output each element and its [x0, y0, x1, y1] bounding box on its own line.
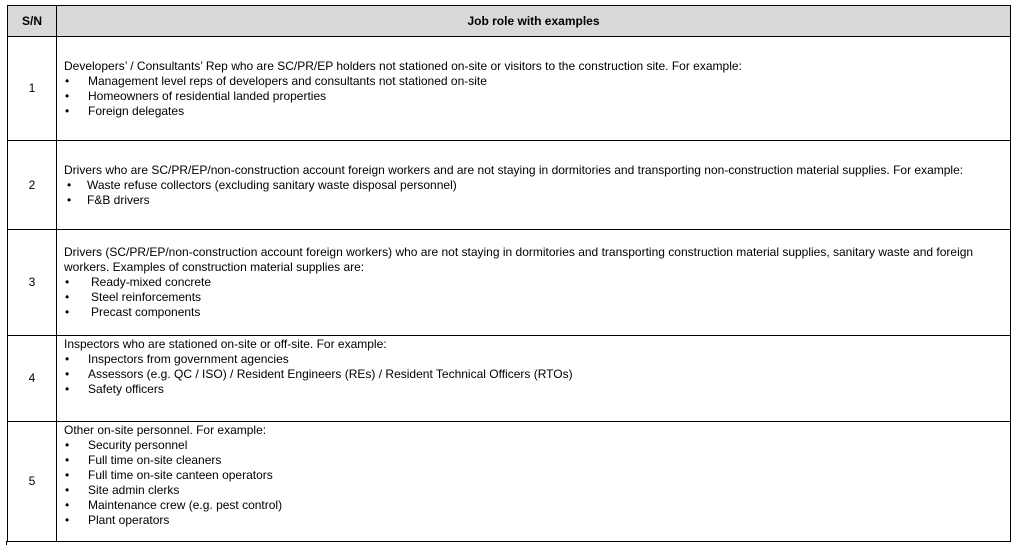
bullet-icon: • — [65, 103, 70, 118]
header-role: Job role with examples — [57, 6, 1011, 37]
list-item: • Inspectors from government agencies — [65, 352, 289, 366]
row-number: 1 — [8, 37, 57, 141]
row-number: 4 — [8, 336, 57, 422]
table-row — [8, 422, 1011, 542]
job-role-table — [7, 5, 1011, 542]
bullet-icon: • — [65, 382, 70, 396]
list-item: • Ready-mixed concrete — [65, 275, 212, 289]
example-list — [64, 74, 1004, 119]
row-number: 2 — [8, 141, 57, 230]
example-list — [64, 275, 1004, 320]
role-cell — [57, 336, 1011, 422]
bullet-icon: • — [65, 498, 70, 512]
page-edge-mark — [6, 541, 7, 545]
bullet-icon: • — [65, 305, 70, 319]
example-list — [64, 438, 1004, 528]
role-description: Other on-site personnel. For example: — [64, 423, 267, 437]
table-row — [8, 336, 1011, 422]
list-item: • Maintenance crew (e.g. pest control) — [65, 498, 283, 512]
role-description: Drivers (SC/PR/EP/non-construction account foreign workers) who are not staying in dormitories and transporting construction material supplies, sanitary waste and foreign workers. Examples of construction material supplies are: — [64, 245, 974, 274]
list-item: • Site admin clerks — [65, 483, 180, 497]
role-description: Drivers who are SC/PR/EP/non-construction account foreign workers and are not staying in dormitories and transporting non-construction material supplies. For example: — [64, 162, 964, 177]
bullet-icon: • — [65, 290, 70, 304]
role-cell — [57, 37, 1011, 141]
row-number: 3 — [8, 230, 57, 336]
list-item: • Management level reps of developers and consultants not stationed on-site — [65, 73, 487, 88]
header-sn: S/N — [8, 6, 57, 37]
bullet-icon: • — [65, 73, 70, 88]
list-item: • Full time on-site cleaners — [65, 453, 222, 467]
bullet-icon: • — [65, 352, 70, 366]
list-item: • Foreign delegates — [65, 103, 185, 118]
example-list — [64, 178, 1004, 208]
list-item: • Steel reinforcements — [65, 290, 202, 304]
list-item: • Safety officers — [65, 382, 164, 396]
bullet-icon: • — [65, 367, 70, 381]
bullet-icon: • — [65, 468, 70, 482]
table-row — [8, 230, 1011, 336]
bullet-icon: • — [65, 513, 70, 527]
table-row — [8, 141, 1011, 230]
bullet-icon: • — [67, 192, 72, 207]
role-description: Developers’ / Consultants’ Rep who are SC/PR/EP holders not stationed on-site or visitors to the construction site. For example: — [64, 58, 742, 73]
example-list — [64, 352, 1004, 397]
list-item: • Waste refuse collectors (excluding sanitary waste disposal personnel) — [67, 177, 457, 192]
table-row — [8, 37, 1011, 141]
list-item: • Full time on-site canteen operators — [65, 468, 273, 482]
bullet-icon: • — [65, 483, 70, 497]
list-item: • F&B drivers — [67, 192, 150, 207]
list-item: • Plant operators — [65, 513, 170, 527]
bullet-icon: • — [65, 88, 70, 103]
role-description: Inspectors who are stationed on-site or off-site. For example: — [64, 337, 387, 351]
list-item: • Assessors (e.g. QC / ISO) / Resident Engineers (REs) / Resident Technical Officers (RTOs) — [65, 367, 573, 381]
row-number: 5 — [8, 422, 57, 542]
list-item: • Security personnel — [65, 438, 188, 452]
list-item: • Precast components — [65, 305, 201, 319]
role-cell — [57, 141, 1011, 230]
role-cell — [57, 230, 1011, 336]
bullet-icon: • — [67, 177, 72, 192]
bullet-icon: • — [65, 275, 70, 289]
bullet-icon: • — [65, 453, 70, 467]
bullet-icon: • — [65, 438, 70, 452]
list-item: • Homeowners of residential landed properties — [65, 88, 327, 103]
header-row — [8, 6, 1011, 37]
role-cell — [57, 422, 1011, 542]
